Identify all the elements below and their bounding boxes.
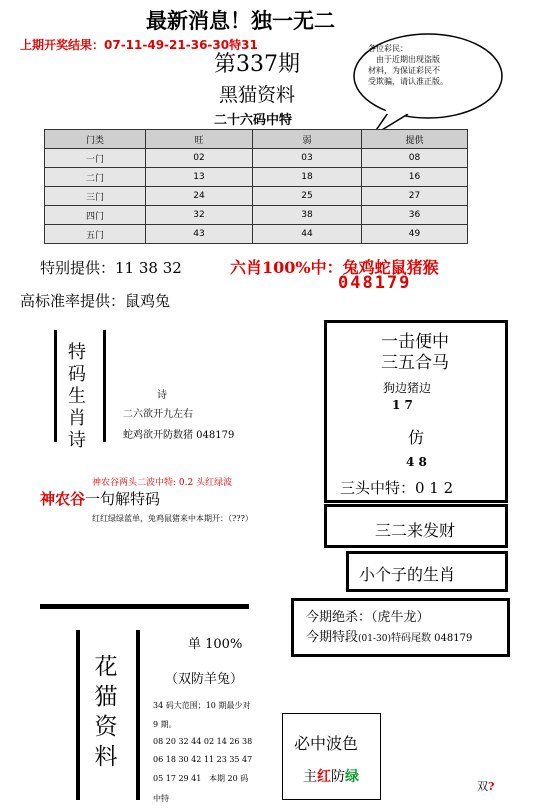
poem-line-1: 二六欲开九左右 [123,409,193,420]
page-title: 最新消息！独一无二 [146,8,335,33]
poem-char: 生 [68,386,86,407]
table-row [45,149,468,168]
six-zodiac: 六肖100%中：兔鸡蛇鼠猪猴 [230,258,439,277]
table-cell: 44 [253,225,362,244]
column-header: 提供 [362,130,468,149]
table-header-row [45,130,468,149]
shennong-title-red: 神农谷 [40,490,86,508]
pred-line-7: 三头中特：0 1 2 [340,479,454,497]
table-cell: 43 [146,225,253,244]
bizhong-title: 必中波色 [294,734,359,753]
table-caption: 二十六码中特 [214,113,293,128]
shuang-question [477,778,494,794]
column-header: 旺 [146,130,253,149]
huamao-side-title [90,652,122,772]
bizhong-hong: 红 [317,769,331,785]
table-cell: 25 [253,187,362,206]
pred-line-2: 三五合马 [381,353,449,373]
table-cell: 38 [253,206,362,225]
table-cell: 13 [146,168,253,187]
table-row [45,187,468,206]
divider-line [40,604,249,609]
huamao-char: 花 [94,654,118,680]
huamao-char: 猫 [94,684,118,710]
table-cell: 36 [362,206,468,225]
poem-char: 特 [68,342,86,363]
shennong-hint: 红红绿绿蓝单，兔鸡鼠猪来中本期开：（???） [92,514,253,523]
issue-number: 第337期 [214,52,300,77]
number-table [44,129,468,244]
table-cell: 16 [362,168,468,187]
bizhong-fang: 防 [331,769,345,785]
huamao-nums-3: 05 17 29 41 本期 20 码 [153,774,249,783]
pred-line-4: 1 7 [392,398,413,412]
table-cell: 二门 [45,168,146,187]
table-cell: 49 [362,225,468,244]
shennong-title [40,488,160,509]
kill-line-2-b: (01-30) [358,634,391,644]
kill-line-2-a: 今期特段 [306,630,359,645]
table-cell: 五门 [45,225,146,244]
bubble-text [368,43,488,87]
pred-line-6: 4 8 [406,455,427,469]
bubble-line: 由于近期出现盗版 [376,55,440,64]
table-cell: 18 [253,168,362,187]
huamao-char: 料 [94,744,118,770]
six-zodiac-code: 048179 [338,273,412,293]
bizhong-box [282,713,381,800]
table-cell: 三门 [45,187,146,206]
poem-heading: 诗 [157,390,167,401]
table-cell: 02 [146,149,253,168]
table-row [45,168,468,187]
huamao-dan: 单 100% [188,637,243,652]
shennong-title-black: 一句解特码 [85,490,161,508]
xiao-ge-text: 小个子的生肖 [359,565,456,584]
table-cell: 27 [362,187,468,206]
last-result: 上期开奖结果：07-11-49-21-36-30特31 [20,38,258,52]
bizhong-colors [303,766,359,786]
pred-line-1: 一击便中 [381,332,449,352]
poem-char: 码 [68,364,86,385]
subtitle: 黑猫资料 [219,84,296,106]
high-accuracy: 高标准率提供：鼠鸡兔 [20,292,171,310]
special-provide: 特别提供：11 38 32 [40,259,182,277]
bizhong-lv: 绿 [345,769,359,785]
table-cell: 四门 [45,206,146,225]
san-er-text: 三二来发财 [375,521,456,540]
kill-line-2 [306,626,472,645]
poem-side-title [64,342,90,452]
huamao-shuang: （双防羊兔） [165,672,244,687]
huamao-nums-1: 08 20 32 44 02 14 26 38 [153,737,253,746]
table-row [45,225,468,244]
bubble-line: 材料，为保证彩民不 [368,66,440,75]
table-cell: 24 [146,187,253,206]
poem-line-2: 蛇鸡欲开防数猪 048179 [123,430,235,441]
table-row [45,206,468,225]
huamao-nums-4: 中特 [153,794,169,803]
table-cell: 一门 [45,149,146,168]
shuang-text: 双 [477,780,488,793]
poem-char: 肖 [68,408,86,429]
huamao-range-2: 9 期。 [153,720,177,729]
pred-line-3: 狗边猪边 [383,381,432,395]
shuang-mark: ? [488,780,495,793]
kill-line-2-c: 特码尾数 048179 [390,633,473,644]
column-header: 门类 [45,130,146,149]
pred-line-5: 仿 [408,428,425,447]
table-cell: 03 [253,149,362,168]
poem-char: 诗 [68,430,86,451]
table-cell: 08 [362,149,468,168]
huamao-nums-2: 06 18 30 42 11 23 35 47 [153,755,253,764]
table-cell: 32 [146,206,253,225]
column-header: 弱 [253,130,362,149]
huamao-range-1: 34 码大范围；10 期最少对 [153,701,251,710]
bubble-line: 各位彩民： [368,44,408,53]
kill-line-1: 今期绝杀：（虎牛龙） [306,610,430,625]
bubble-line: 受欺骗，请认准正版。 [368,77,448,86]
bizhong-zhu: 主 [303,769,317,785]
huamao-char: 资 [94,714,118,740]
shennong-red-line: 神农谷两头二波中特: 0.2 头红绿波 [92,478,233,488]
